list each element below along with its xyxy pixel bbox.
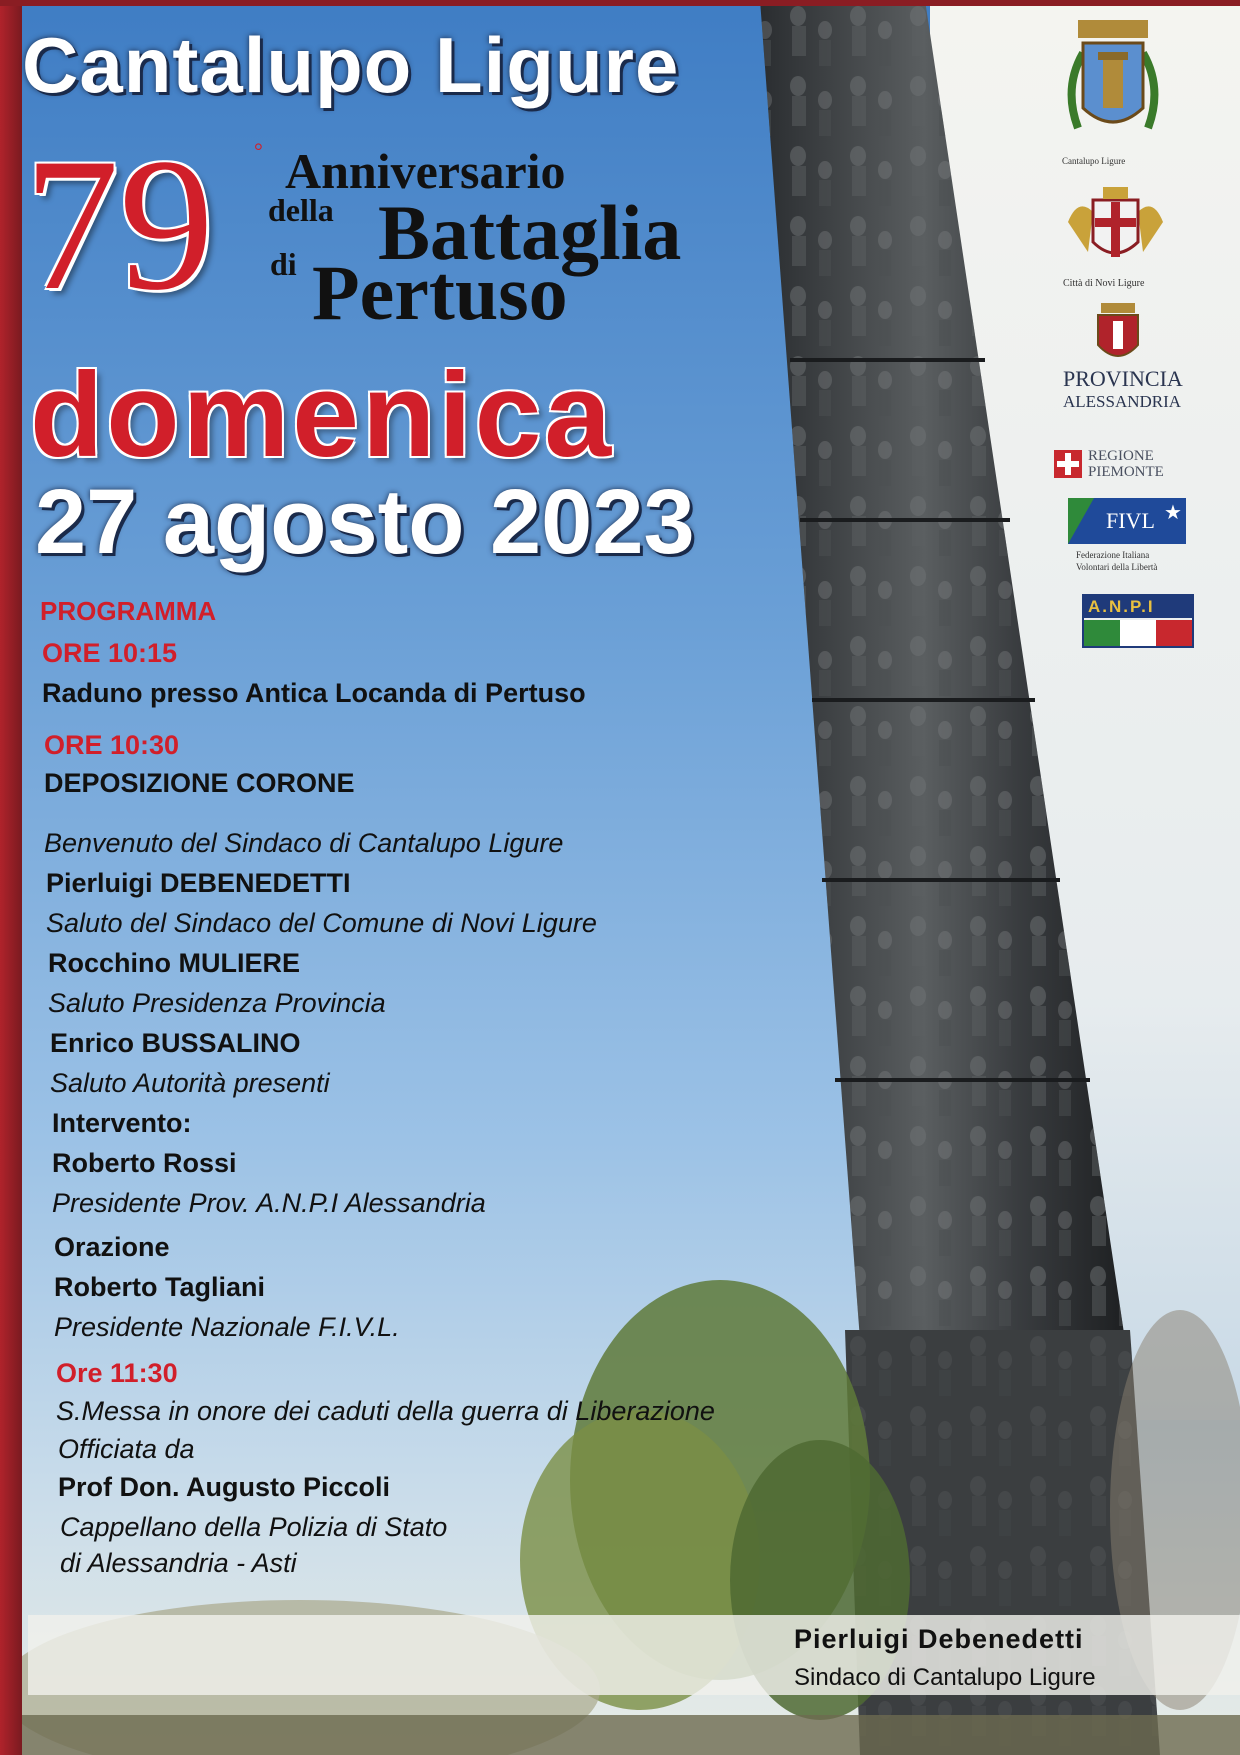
programme-name: Rocchino MULIERE: [48, 948, 301, 978]
anpi-label: A.N.P.I: [1088, 597, 1155, 616]
programme-line: DEPOSIZIONE CORONE: [44, 768, 355, 798]
battaglia-word: Battaglia: [378, 189, 682, 276]
della-word: della: [268, 192, 334, 228]
fivl-label: FIVL: [1106, 508, 1155, 533]
programme-name: Roberto Tagliani: [54, 1272, 266, 1302]
anniversary-word: Anniversario: [285, 143, 566, 199]
programme-line: Cappellano della Polizia di Stato: [60, 1512, 448, 1542]
provincia-line2: ALESSANDRIA: [1063, 392, 1182, 411]
programme-time: ORE 10:15: [42, 638, 178, 668]
novi-coat-of-arms: [1058, 182, 1173, 267]
programme-line: S.Messa in onore dei caduti della guerra di Liberazione: [56, 1396, 715, 1426]
programme-line: Officiata da: [58, 1434, 195, 1464]
day-of-week: domenica: [30, 348, 615, 482]
programme-line: Saluto Presidenza Provincia: [48, 988, 386, 1018]
programme-line: Orazione: [54, 1232, 170, 1262]
programme-line: Presidente Nazionale F.I.V.L.: [54, 1312, 400, 1342]
programme-name: Prof Don. Augusto Piccoli: [58, 1472, 391, 1502]
signature-role: Sindaco di Cantalupo Ligure: [794, 1664, 1096, 1691]
fivl-logo: [1068, 498, 1186, 544]
programme-time: Ore 11:30: [56, 1358, 178, 1388]
programme-line: Raduno presso Antica Locanda di Pertuso: [42, 678, 586, 708]
regione-line1: REGIONE: [1088, 448, 1154, 464]
town-title: Cantalupo Ligure: [22, 21, 680, 109]
event-date: 27 agosto 2023: [35, 471, 695, 573]
novi-caption: Città di Novi Ligure: [1063, 278, 1145, 289]
star-icon: ★: [1164, 502, 1182, 524]
regione-line2: PIEMONTE: [1088, 464, 1164, 480]
signature-name: Pierluigi Debenedetti: [794, 1624, 1084, 1654]
programme-name: Roberto Rossi: [52, 1148, 237, 1178]
regione-flag-icon: [1054, 450, 1082, 478]
fivl-caption2: Volontari della Libertà: [1076, 562, 1158, 572]
programme-heading: PROGRAMMA: [40, 596, 217, 626]
cantalupo-caption: Cantalupo Ligure: [1062, 156, 1126, 166]
anniversary-number: 79: [24, 120, 214, 330]
left-border: [0, 0, 22, 1755]
programme-name: Enrico BUSSALINO: [50, 1028, 301, 1058]
programme-line: Presidente Prov. A.N.P.I Alessandria: [52, 1188, 486, 1218]
programme-line: di Alessandria - Asti: [60, 1548, 297, 1578]
programme-name: Pierluigi DEBENEDETTI: [46, 868, 351, 898]
di-word: di: [270, 246, 297, 282]
top-border: [0, 0, 1240, 6]
programme-line: Intervento:: [52, 1108, 192, 1138]
pertuso-word: Pertuso: [312, 249, 568, 336]
anpi-logo: [1082, 594, 1194, 648]
fivl-caption1: Federazione Italiana: [1076, 550, 1150, 560]
provincia-coat-of-arms: [1093, 303, 1143, 365]
programme-time: ORE 10:30: [44, 730, 180, 760]
programme-line: Saluto Autorità presenti: [50, 1068, 330, 1098]
programme-line: Saluto del Sindaco del Comune di Novi Ligure: [46, 908, 597, 938]
provincia-line1: PROVINCIA: [1063, 366, 1183, 391]
anniversary-ordinal: °: [254, 138, 263, 163]
cantalupo-coat-of-arms: [1058, 18, 1168, 148]
programme-line: Benvenuto del Sindaco di Cantalupo Ligure: [44, 828, 564, 858]
